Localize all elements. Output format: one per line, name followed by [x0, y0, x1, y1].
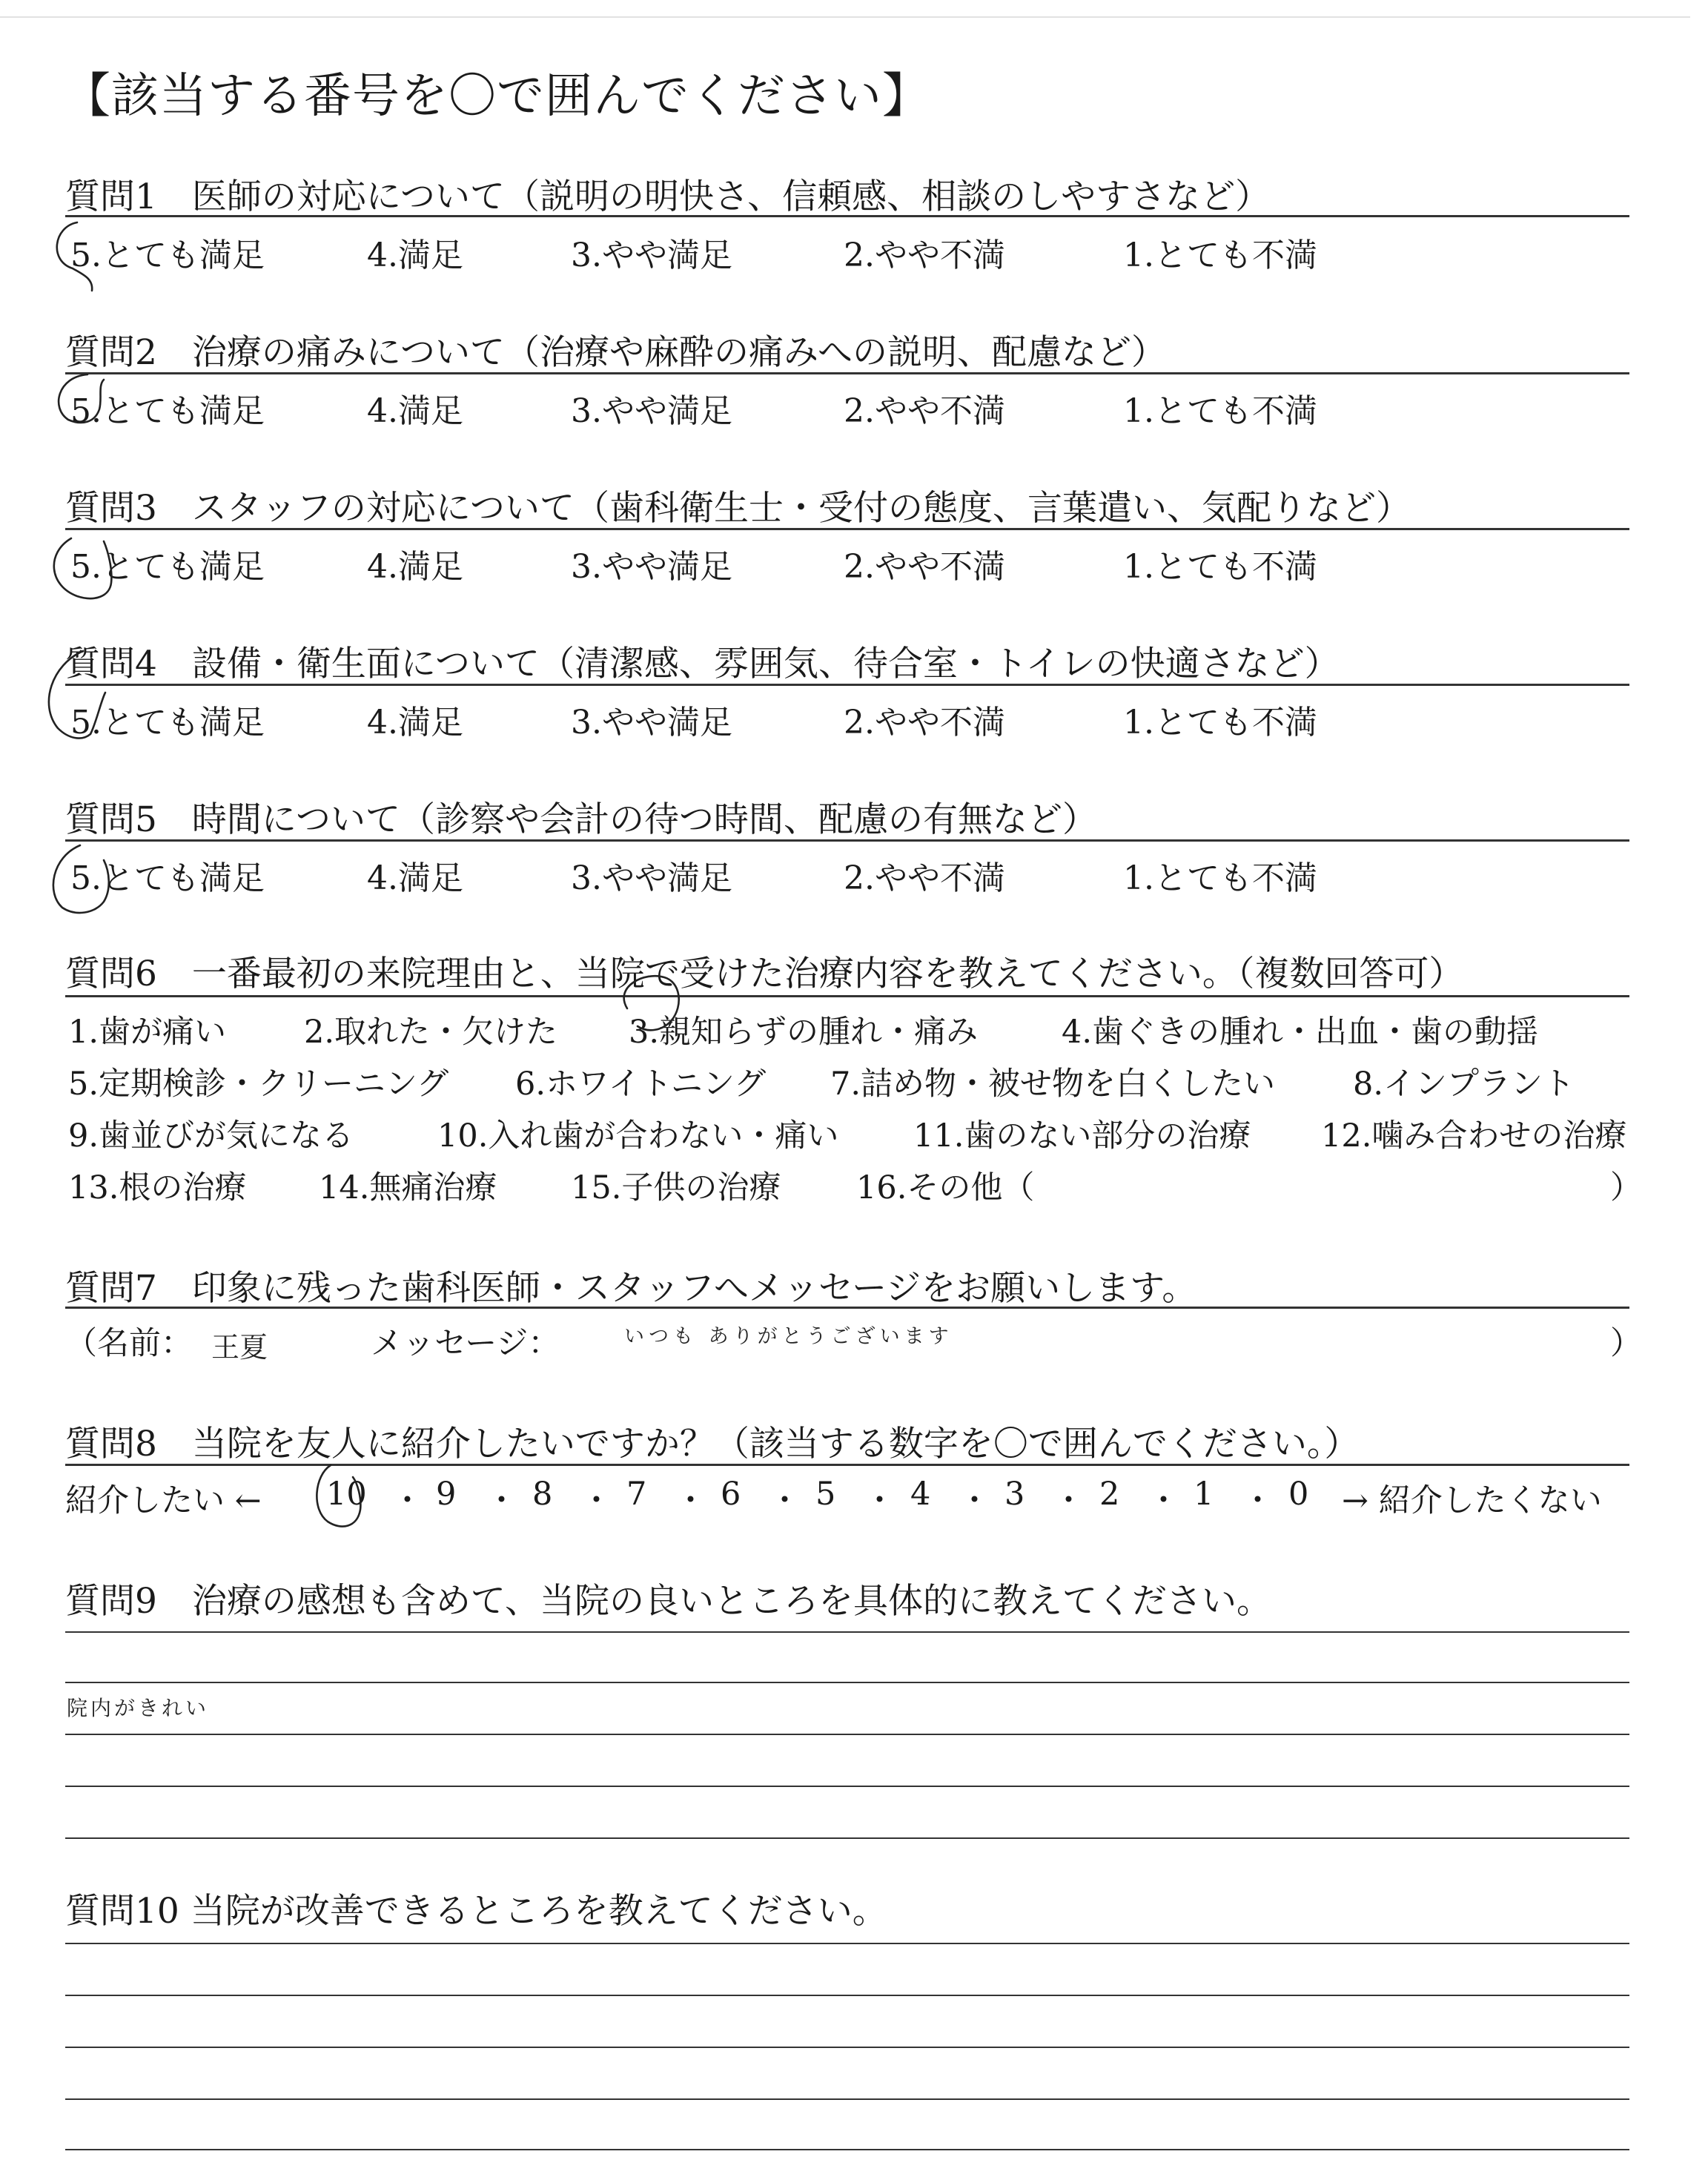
- q2-option-3[interactable]: 3.やや満足: [571, 392, 732, 430]
- q8-score-5[interactable]: 5: [815, 1476, 836, 1513]
- q4-option-5[interactable]: 5.とても満足: [70, 704, 265, 742]
- q8-sep: ・: [580, 1482, 612, 1519]
- q4-rule: [65, 684, 1629, 686]
- q8-title: 質問8 当院を友人に紹介したいですか？（該当する数字を〇で囲んでください。）: [65, 1424, 1360, 1464]
- q7-rule: [65, 1307, 1629, 1309]
- q6-item-3[interactable]: 3.親知らずの腫れ・痛み: [629, 1014, 979, 1051]
- q6-item-7[interactable]: 7.詰め物・被せ物を白くしたい: [830, 1066, 1276, 1103]
- q8-sep: ・: [864, 1482, 896, 1519]
- q6-item-15[interactable]: 15.子供の治療: [571, 1169, 781, 1206]
- q6-item-8[interactable]: 8.インプラント: [1353, 1066, 1575, 1103]
- q4-option-4[interactable]: 4.満足: [367, 704, 463, 742]
- q9-answer-line: [65, 1837, 1629, 1839]
- q6-item-9[interactable]: 9.歯並びが気になる: [68, 1117, 354, 1155]
- q1-title: 質問1 医師の対応について（説明の明快さ、信頼感、相談のしやすさなど）: [65, 176, 1271, 217]
- q3-option-5[interactable]: 5.とても満足: [70, 548, 265, 586]
- q8-score-10[interactable]: 10: [326, 1476, 367, 1513]
- q7-message-label: メッセージ：: [371, 1325, 560, 1362]
- q5-option-4[interactable]: 4.満足: [367, 859, 463, 897]
- q6-item-2[interactable]: 2.取れた・欠けた: [304, 1014, 558, 1051]
- q4-option-2[interactable]: 2.やや不満: [844, 704, 1005, 742]
- q8-left-label: 紹介したい ←: [65, 1482, 262, 1519]
- q1-option-3[interactable]: 3.やや満足: [571, 237, 732, 274]
- q10-answer-line: [65, 2098, 1629, 2100]
- q7-title: 質問7 印象に残った歯科医師・スタッフへメッセージをお願いします。: [65, 1268, 1197, 1309]
- q8-score-7[interactable]: 7: [626, 1476, 647, 1513]
- q9-answer-handwritten[interactable]: 院内がきれい: [67, 1696, 210, 1720]
- q10-answer-line: [65, 1995, 1629, 1996]
- q8-sep: ・: [486, 1482, 517, 1519]
- q7-name-handwritten[interactable]: 王夏: [211, 1331, 268, 1364]
- q8-score-9[interactable]: 9: [436, 1476, 457, 1513]
- q10-title: 質問10 当院が改善できるところを教えてください。: [65, 1891, 887, 1932]
- q9-title: 質問9 治療の感想も含めて、当院の良いところを具体的に教えてください。: [65, 1581, 1271, 1622]
- q3-rule: [65, 528, 1629, 530]
- q8-sep: ・: [959, 1482, 990, 1519]
- q2-title: 質問2 治療の痛みについて（治療や麻酔の痛みへの説明、配慮など）: [65, 332, 1167, 373]
- q4-option-3[interactable]: 3.やや満足: [571, 704, 732, 742]
- q1-option-2[interactable]: 2.やや不満: [844, 237, 1005, 274]
- q6-item-14[interactable]: 14.無痛治療: [319, 1169, 497, 1206]
- q8-sep: ・: [391, 1482, 423, 1519]
- q8-score-6[interactable]: 6: [721, 1476, 741, 1513]
- q1-rule: [65, 215, 1629, 217]
- q6-other-close-paren: ）: [1610, 1169, 1642, 1206]
- q6-item-13[interactable]: 13.根の治療: [68, 1169, 247, 1206]
- q3-option-1[interactable]: 1.とても不満: [1123, 548, 1317, 586]
- q8-score-2[interactable]: 2: [1099, 1476, 1120, 1513]
- q8-sep: ・: [1242, 1482, 1274, 1519]
- q2-option-5[interactable]: 5.とても満足: [70, 392, 265, 430]
- q8-rule: [65, 1464, 1629, 1466]
- q5-rule: [65, 839, 1629, 842]
- q4-option-1[interactable]: 1.とても不満: [1123, 704, 1317, 742]
- q2-rule: [65, 372, 1629, 374]
- q5-option-2[interactable]: 2.やや不満: [844, 859, 1005, 897]
- q6-rule: [65, 995, 1629, 997]
- page-header: 【該当する番号を〇で囲んでください】: [63, 69, 930, 124]
- q7-name-label: （名前：: [65, 1325, 193, 1362]
- q8-score-8[interactable]: 8: [532, 1476, 553, 1513]
- q8-score-3[interactable]: 3: [1004, 1476, 1025, 1513]
- q1-option-4[interactable]: 4.満足: [367, 237, 463, 274]
- q5-title: 質問5 時間について（診察や会計の待つ時間、配慮の有無など）: [65, 799, 1097, 840]
- q2-option-2[interactable]: 2.やや不満: [844, 392, 1005, 430]
- q5-option-1[interactable]: 1.とても不満: [1123, 859, 1317, 897]
- q9-answer-line: [65, 1786, 1629, 1787]
- q3-option-2[interactable]: 2.やや不満: [844, 548, 1005, 586]
- q9-answer-line: [65, 1734, 1629, 1735]
- q10-answer-line: [65, 1943, 1629, 1944]
- q9-answer-line: [65, 1682, 1629, 1683]
- q8-sep: ・: [1148, 1482, 1179, 1519]
- q8-sep: ・: [1053, 1482, 1085, 1519]
- q8-sep: ・: [769, 1482, 801, 1519]
- q1-option-1[interactable]: 1.とても不満: [1123, 237, 1317, 274]
- q8-sep: ・: [675, 1482, 706, 1519]
- q8-score-0[interactable]: 0: [1288, 1476, 1309, 1513]
- q2-option-1[interactable]: 1.とても不満: [1123, 392, 1317, 430]
- q5-option-3[interactable]: 3.やや満足: [571, 859, 732, 897]
- q4-title: 質問4 設備・衛生面について（清潔感、雰囲気、待合室・トイレの快適さなど）: [65, 644, 1340, 684]
- q6-item-10[interactable]: 10.入れ歯が合わない・痛い: [437, 1117, 839, 1155]
- q6-item-6[interactable]: 6.ホワイトニング: [515, 1066, 767, 1103]
- q3-title: 質問3 スタッフの対応について（歯科衛生士・受付の態度、言葉遣い、気配りなど）: [65, 488, 1411, 529]
- q7-message-handwritten[interactable]: いつも ありがとうございます: [624, 1325, 953, 1348]
- q8-score-4[interactable]: 4: [910, 1476, 931, 1513]
- q1-option-5[interactable]: 5.とても満足: [70, 237, 265, 274]
- q10-answer-line: [65, 2047, 1629, 2048]
- q2-option-4[interactable]: 4.満足: [367, 392, 463, 430]
- scan-top-edge: [0, 16, 1690, 18]
- q6-item-11[interactable]: 11.歯のない部分の治療: [913, 1117, 1251, 1155]
- q3-option-3[interactable]: 3.やや満足: [571, 548, 732, 586]
- q5-option-5[interactable]: 5.とても満足: [70, 859, 265, 897]
- q8-score-1[interactable]: 1: [1194, 1476, 1214, 1513]
- q6-item-16[interactable]: 16.その他（: [856, 1169, 1035, 1206]
- q7-close-paren: ）: [1610, 1325, 1642, 1362]
- q10-answer-line: [65, 2149, 1629, 2150]
- q8-right-label: → 紹介したくない: [1342, 1482, 1602, 1519]
- q6-title: 質問6 一番最初の来院理由と、当院で受けた治療内容を教えてください。（複数回答可）: [65, 954, 1464, 994]
- q6-item-12[interactable]: 12.噛み合わせの治療: [1321, 1117, 1627, 1155]
- q6-item-1[interactable]: 1.歯が痛い: [68, 1014, 227, 1051]
- q9-answer-line: [65, 1631, 1629, 1633]
- q6-item-4[interactable]: 4.歯ぐきの腫れ・出血・歯の動揺: [1062, 1014, 1539, 1051]
- q3-option-4[interactable]: 4.満足: [367, 548, 463, 586]
- q6-item-5[interactable]: 5.定期検診・クリーニング: [68, 1066, 449, 1103]
